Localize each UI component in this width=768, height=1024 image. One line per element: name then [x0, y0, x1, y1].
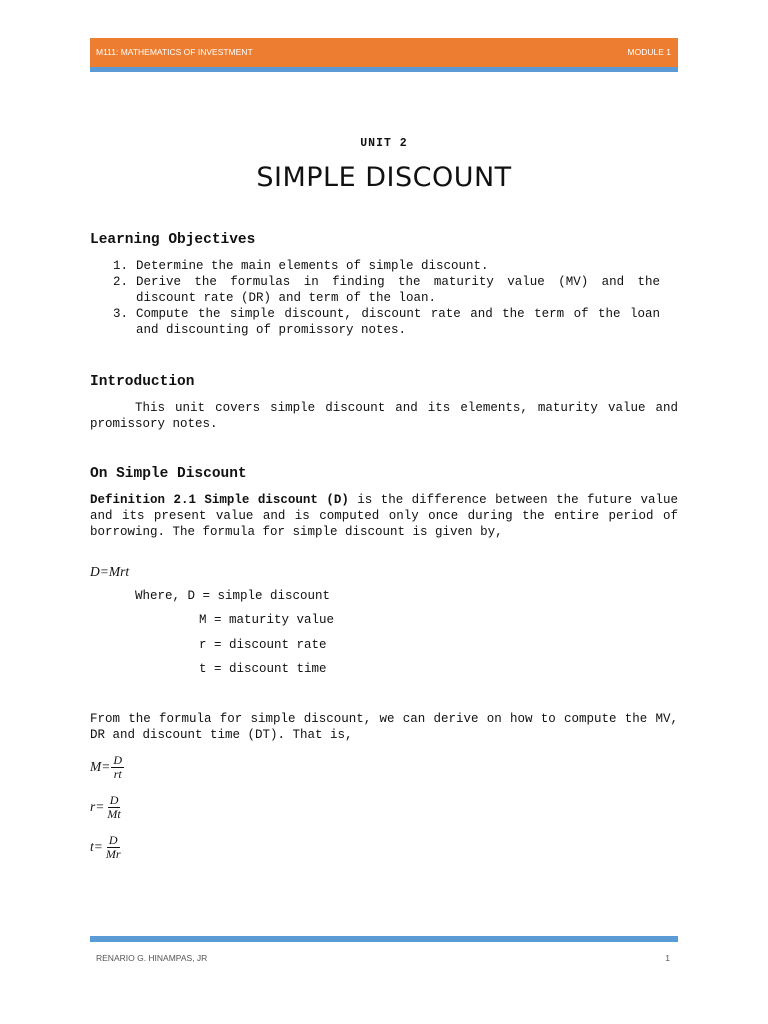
unit-label: UNIT 2 [360, 137, 408, 150]
numerator: D [113, 752, 123, 767]
fraction [105, 794, 122, 821]
simple-discount-heading: On Simple Discount [90, 466, 247, 482]
where-line: Where, D = simple discount [135, 589, 331, 603]
discount-formula: D=Mrt [90, 564, 130, 579]
formula-maturity-value [90, 751, 124, 783]
page-header [90, 38, 678, 67]
list-text: Derive the formulas in finding the maturity value (MV) and the discount rate (DR) and term of the loan. [136, 275, 660, 305]
objectives-list [90, 258, 678, 338]
list-number: 1. [113, 259, 129, 273]
formula-discount-time [90, 831, 123, 863]
list-number: 3. [113, 307, 129, 321]
where-line: r = discount rate [199, 638, 327, 652]
introduction-text: This unit covers simple discount and its elements, maturity value and promissory notes. [90, 401, 678, 431]
page-number: 1 [665, 953, 670, 963]
footer-divider [90, 936, 678, 942]
author-name: RENARIO G. HINAMPAS, JR [96, 953, 208, 963]
where-line: M = maturity value [199, 613, 335, 627]
formula-lhs: M= [90, 759, 111, 774]
introduction-heading: Introduction [90, 374, 195, 390]
header-divider [90, 67, 678, 72]
derive-paragraph: From the formula for simple discount, we can derive on how to compute the MV, DR and discount time (DT). That is, [90, 712, 678, 742]
where-line: t = discount time [199, 662, 327, 676]
list-item [90, 274, 678, 306]
learning-objectives-heading: Learning Objectives [90, 232, 256, 248]
denominator: rt [113, 766, 122, 781]
definition-label: Definition 2.1 Simple discount (D) [90, 493, 349, 507]
definition-paragraph [90, 492, 678, 540]
numerator: D [109, 792, 119, 807]
fraction [104, 834, 123, 861]
fraction [111, 754, 124, 781]
list-item [90, 258, 678, 274]
list-number: 2. [113, 275, 129, 289]
list-item [90, 306, 678, 338]
list-text: Determine the main elements of simple discount. [136, 259, 489, 273]
list-text: Compute the simple discount, discount rate and the term of the loan and discounting of promissory notes. [136, 307, 660, 337]
definition-text: is the difference between the future value and its present value and is computed only once during the entire period of borrowing. The formula for simple discount is given by, [90, 493, 678, 539]
formula-lhs: r= [90, 799, 105, 814]
denominator: Mr [105, 846, 121, 861]
course-title: M111: MATHEMATICS OF INVESTMENT [96, 47, 253, 57]
numerator: D [108, 832, 118, 847]
page-title: SIMPLE DISCOUNT [256, 162, 512, 193]
module-label: MODULE 1 [627, 47, 671, 57]
formula-discount-rate [90, 791, 123, 823]
denominator: Mt [107, 806, 121, 821]
formula-lhs: t= [90, 839, 103, 854]
